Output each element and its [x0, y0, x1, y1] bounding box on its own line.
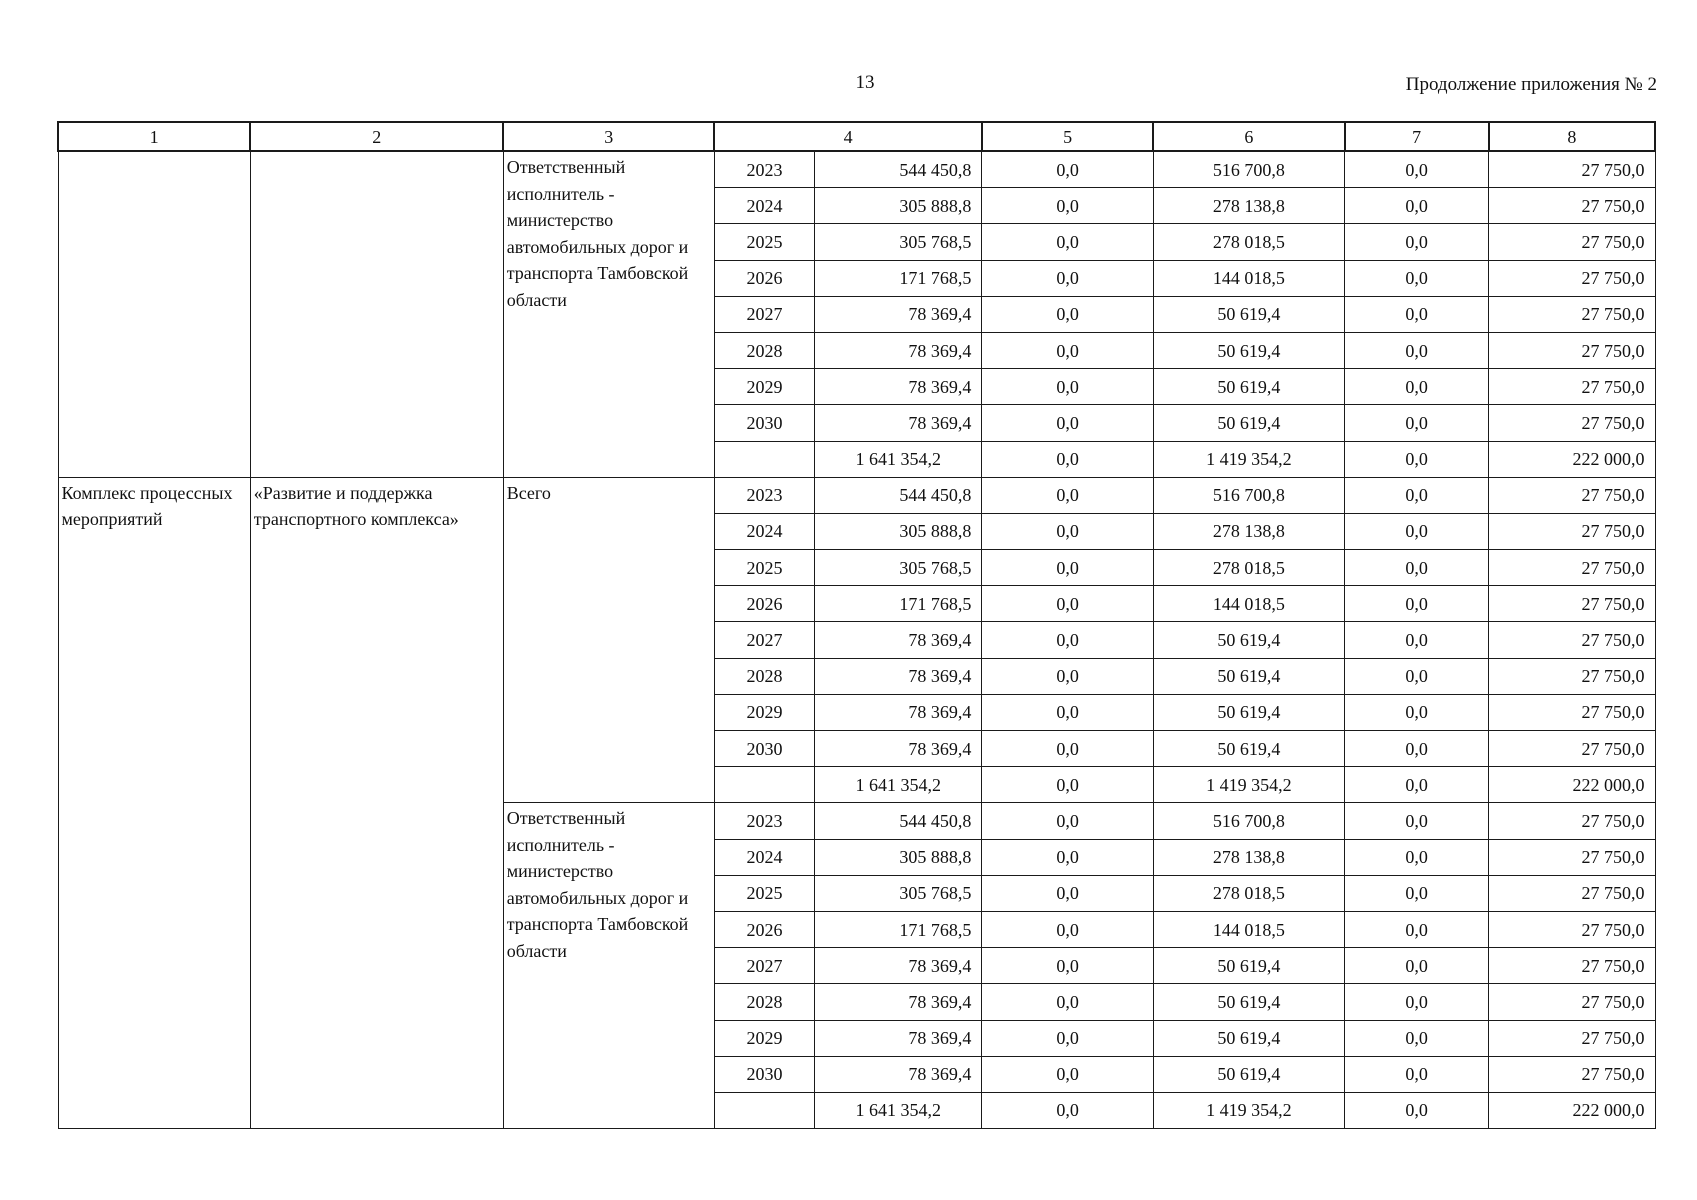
year-cell: 2025: [714, 224, 814, 260]
local-budget-cell: 0,0: [1345, 550, 1489, 586]
regional-budget-cell: 50 619,4: [1153, 622, 1344, 658]
total-amount-cell: 1 641 354,2: [815, 441, 982, 477]
extrabudgetary-cell: 27 750,0: [1489, 658, 1655, 694]
local-budget-cell: 0,0: [1345, 224, 1489, 260]
regional-budget-cell: 50 619,4: [1153, 948, 1344, 984]
total-amount-cell: 544 450,8: [815, 477, 982, 513]
year-cell: 2026: [714, 911, 814, 947]
regional-budget-cell: 278 138,8: [1153, 839, 1344, 875]
regional-budget-cell: 50 619,4: [1153, 984, 1344, 1020]
local-budget-cell: 0,0: [1345, 513, 1489, 549]
local-budget-cell: 0,0: [1345, 984, 1489, 1020]
total-amount-cell: 78 369,4: [815, 405, 982, 441]
budget-table: [57, 121, 1656, 1129]
year-cell: 2028: [714, 658, 814, 694]
extrabudgetary-cell: 27 750,0: [1489, 694, 1655, 730]
local-budget-cell: 0,0: [1345, 803, 1489, 839]
local-budget-cell: 0,0: [1345, 151, 1489, 188]
local-budget-cell: 0,0: [1345, 622, 1489, 658]
page-number: 13: [855, 72, 875, 93]
year-cell: 2030: [714, 405, 814, 441]
extrabudgetary-cell: 27 750,0: [1489, 731, 1655, 767]
appendix-caption: Продолжение приложения № 2: [1405, 74, 1657, 95]
regional-budget-cell: 1 419 354,2: [1153, 767, 1344, 803]
extrabudgetary-cell: 27 750,0: [1489, 622, 1655, 658]
extrabudgetary-cell: 27 750,0: [1489, 405, 1655, 441]
federal-budget-cell: 0,0: [982, 875, 1153, 911]
total-amount-cell: 544 450,8: [815, 803, 982, 839]
federal-budget-cell: 0,0: [982, 151, 1153, 188]
extrabudgetary-cell: 27 750,0: [1489, 1056, 1655, 1092]
federal-budget-cell: 0,0: [982, 1092, 1153, 1128]
column-header-1: 1: [58, 122, 250, 151]
regional-budget-cell: 50 619,4: [1153, 1020, 1344, 1056]
regional-budget-cell: 1 419 354,2: [1153, 1092, 1344, 1128]
federal-budget-cell: 0,0: [982, 948, 1153, 984]
local-budget-cell: 0,0: [1345, 441, 1489, 477]
total-amount-cell: 78 369,4: [815, 984, 982, 1020]
federal-budget-cell: 0,0: [982, 224, 1153, 260]
year-cell: 2029: [714, 694, 814, 730]
table-row: [58, 151, 1655, 188]
extrabudgetary-cell: 27 750,0: [1489, 332, 1655, 368]
regional-budget-cell: 144 018,5: [1153, 586, 1344, 622]
total-amount-cell: 78 369,4: [815, 948, 982, 984]
regional-budget-cell: 50 619,4: [1153, 296, 1344, 332]
federal-budget-cell: 0,0: [982, 441, 1153, 477]
extrabudgetary-cell: 27 750,0: [1489, 875, 1655, 911]
year-cell: 2029: [714, 1020, 814, 1056]
local-budget-cell: 0,0: [1345, 369, 1489, 405]
local-budget-cell: 0,0: [1345, 731, 1489, 767]
responsible-executor-cell: Ответственный исполнитель - министерство автомобильных дорог и транспорта Тамбовской области: [503, 803, 714, 1129]
federal-budget-cell: 0,0: [982, 332, 1153, 368]
year-cell: 2028: [714, 984, 814, 1020]
column-header-4: 4: [714, 122, 982, 151]
federal-budget-cell: 0,0: [982, 622, 1153, 658]
local-budget-cell: 0,0: [1345, 767, 1489, 803]
total-amount-cell: 305 888,8: [815, 188, 982, 224]
extrabudgetary-cell: 27 750,0: [1489, 586, 1655, 622]
local-budget-cell: 0,0: [1345, 1092, 1489, 1128]
local-budget-cell: 0,0: [1345, 948, 1489, 984]
total-amount-cell: 78 369,4: [815, 1056, 982, 1092]
federal-budget-cell: 0,0: [982, 296, 1153, 332]
extrabudgetary-cell: 27 750,0: [1489, 513, 1655, 549]
extrabudgetary-cell: 27 750,0: [1489, 911, 1655, 947]
regional-budget-cell: 50 619,4: [1153, 332, 1344, 368]
year-cell: 2023: [714, 803, 814, 839]
federal-budget-cell: 0,0: [982, 188, 1153, 224]
extrabudgetary-cell: 222 000,0: [1489, 441, 1655, 477]
regional-budget-cell: 1 419 354,2: [1153, 441, 1344, 477]
column-header-5: 5: [982, 122, 1153, 151]
year-cell: 2027: [714, 296, 814, 332]
year-cell: 2028: [714, 332, 814, 368]
year-cell: 2023: [714, 477, 814, 513]
regional-budget-cell: 50 619,4: [1153, 658, 1344, 694]
federal-budget-cell: 0,0: [982, 513, 1153, 549]
federal-budget-cell: 0,0: [982, 911, 1153, 947]
local-budget-cell: 0,0: [1345, 694, 1489, 730]
year-cell: 2026: [714, 586, 814, 622]
total-amount-cell: 305 768,5: [815, 224, 982, 260]
year-cell: 2025: [714, 875, 814, 911]
total-amount-cell: 78 369,4: [815, 658, 982, 694]
total-amount-cell: 1 641 354,2: [815, 1092, 982, 1128]
total-amount-cell: 78 369,4: [815, 369, 982, 405]
extrabudgetary-cell: 27 750,0: [1489, 188, 1655, 224]
federal-budget-cell: 0,0: [982, 767, 1153, 803]
local-budget-cell: 0,0: [1345, 586, 1489, 622]
year-cell: [714, 441, 814, 477]
local-budget-cell: 0,0: [1345, 839, 1489, 875]
extrabudgetary-cell: 27 750,0: [1489, 948, 1655, 984]
total-amount-cell: 171 768,5: [815, 260, 982, 296]
total-amount-cell: 78 369,4: [815, 731, 982, 767]
extrabudgetary-cell: 27 750,0: [1489, 477, 1655, 513]
federal-budget-cell: 0,0: [982, 405, 1153, 441]
total-amount-cell: 78 369,4: [815, 1020, 982, 1056]
total-amount-cell: 305 768,5: [815, 550, 982, 586]
federal-budget-cell: 0,0: [982, 984, 1153, 1020]
column-header-2: 2: [250, 122, 503, 151]
column-header-3: 3: [503, 122, 714, 151]
regional-budget-cell: 50 619,4: [1153, 694, 1344, 730]
federal-budget-cell: 0,0: [982, 803, 1153, 839]
total-amount-cell: 544 450,8: [815, 151, 982, 188]
program-name-cell: [58, 151, 250, 477]
regional-budget-cell: 50 619,4: [1153, 369, 1344, 405]
extrabudgetary-cell: 27 750,0: [1489, 260, 1655, 296]
program-title-cell: «Развитие и поддержка транспортного комплекса»: [250, 477, 503, 1128]
regional-budget-cell: 144 018,5: [1153, 260, 1344, 296]
regional-budget-cell: 278 018,5: [1153, 224, 1344, 260]
total-amount-cell: 1 641 354,2: [815, 767, 982, 803]
year-cell: 2027: [714, 622, 814, 658]
table-row: [58, 477, 1655, 513]
extrabudgetary-cell: 222 000,0: [1489, 1092, 1655, 1128]
year-cell: 2024: [714, 513, 814, 549]
extrabudgetary-cell: 27 750,0: [1489, 550, 1655, 586]
year-cell: 2024: [714, 839, 814, 875]
local-budget-cell: 0,0: [1345, 188, 1489, 224]
federal-budget-cell: 0,0: [982, 550, 1153, 586]
federal-budget-cell: 0,0: [982, 1020, 1153, 1056]
column-header-row: [58, 122, 1655, 151]
extrabudgetary-cell: 222 000,0: [1489, 767, 1655, 803]
federal-budget-cell: 0,0: [982, 839, 1153, 875]
federal-budget-cell: 0,0: [982, 694, 1153, 730]
total-amount-cell: 305 888,8: [815, 513, 982, 549]
local-budget-cell: 0,0: [1345, 260, 1489, 296]
column-header-8: 8: [1489, 122, 1655, 151]
total-amount-cell: 78 369,4: [815, 694, 982, 730]
column-header-7: 7: [1345, 122, 1489, 151]
regional-budget-cell: 516 700,8: [1153, 477, 1344, 513]
year-cell: [714, 1092, 814, 1128]
local-budget-cell: 0,0: [1345, 658, 1489, 694]
local-budget-cell: 0,0: [1345, 1056, 1489, 1092]
regional-budget-cell: 516 700,8: [1153, 803, 1344, 839]
total-label-cell: Всего: [503, 477, 714, 803]
total-amount-cell: 171 768,5: [815, 586, 982, 622]
federal-budget-cell: 0,0: [982, 477, 1153, 513]
total-amount-cell: 78 369,4: [815, 296, 982, 332]
regional-budget-cell: 516 700,8: [1153, 151, 1344, 188]
column-header-6: 6: [1153, 122, 1344, 151]
extrabudgetary-cell: 27 750,0: [1489, 224, 1655, 260]
regional-budget-cell: 50 619,4: [1153, 731, 1344, 767]
total-amount-cell: 78 369,4: [815, 332, 982, 368]
total-amount-cell: 305 888,8: [815, 839, 982, 875]
extrabudgetary-cell: 27 750,0: [1489, 803, 1655, 839]
regional-budget-cell: 278 018,5: [1153, 550, 1344, 586]
regional-budget-cell: 278 138,8: [1153, 188, 1344, 224]
local-budget-cell: 0,0: [1345, 477, 1489, 513]
regional-budget-cell: 278 138,8: [1153, 513, 1344, 549]
regional-budget-cell: 278 018,5: [1153, 875, 1344, 911]
extrabudgetary-cell: 27 750,0: [1489, 1020, 1655, 1056]
total-amount-cell: 171 768,5: [815, 911, 982, 947]
total-amount-cell: 78 369,4: [815, 622, 982, 658]
year-cell: 2025: [714, 550, 814, 586]
federal-budget-cell: 0,0: [982, 658, 1153, 694]
year-cell: 2023: [714, 151, 814, 188]
federal-budget-cell: 0,0: [982, 731, 1153, 767]
local-budget-cell: 0,0: [1345, 405, 1489, 441]
year-cell: 2030: [714, 731, 814, 767]
year-cell: 2030: [714, 1056, 814, 1092]
year-cell: [714, 767, 814, 803]
extrabudgetary-cell: 27 750,0: [1489, 151, 1655, 188]
regional-budget-cell: 50 619,4: [1153, 405, 1344, 441]
year-cell: 2029: [714, 369, 814, 405]
program-title-cell: [250, 151, 503, 477]
federal-budget-cell: 0,0: [982, 260, 1153, 296]
local-budget-cell: 0,0: [1345, 911, 1489, 947]
year-cell: 2026: [714, 260, 814, 296]
extrabudgetary-cell: 27 750,0: [1489, 296, 1655, 332]
program-type-cell: Комплекс процессных мероприятий: [58, 477, 250, 1128]
extrabudgetary-cell: 27 750,0: [1489, 839, 1655, 875]
local-budget-cell: 0,0: [1345, 332, 1489, 368]
regional-budget-cell: 144 018,5: [1153, 911, 1344, 947]
local-budget-cell: 0,0: [1345, 875, 1489, 911]
local-budget-cell: 0,0: [1345, 1020, 1489, 1056]
year-cell: 2027: [714, 948, 814, 984]
extrabudgetary-cell: 27 750,0: [1489, 984, 1655, 1020]
local-budget-cell: 0,0: [1345, 296, 1489, 332]
federal-budget-cell: 0,0: [982, 586, 1153, 622]
federal-budget-cell: 0,0: [982, 369, 1153, 405]
regional-budget-cell: 50 619,4: [1153, 1056, 1344, 1092]
year-cell: 2024: [714, 188, 814, 224]
federal-budget-cell: 0,0: [982, 1056, 1153, 1092]
extrabudgetary-cell: 27 750,0: [1489, 369, 1655, 405]
total-amount-cell: 305 768,5: [815, 875, 982, 911]
responsible-executor-cell: Ответственный исполнитель - министерство автомобильных дорог и транспорта Тамбовской области: [503, 151, 714, 477]
